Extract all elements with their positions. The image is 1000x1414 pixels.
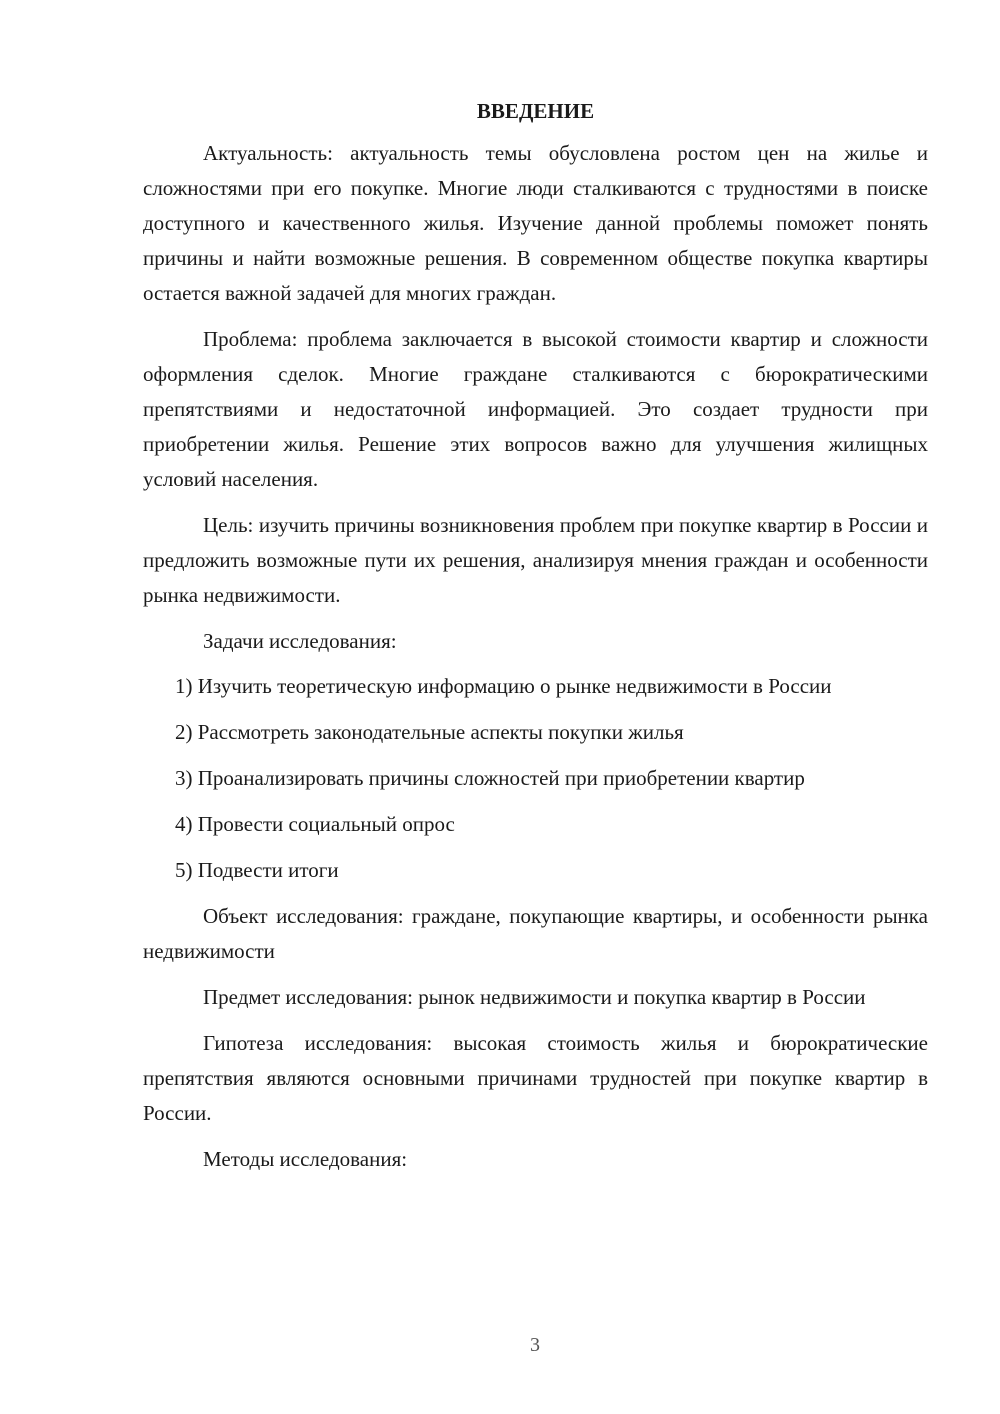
paragraph-goal: Цель: изучить причины возникновения проблем при покупке квартир в России и предложить возможные пути их решения, анализируя мнения граждан и особенности рынка недвижимости. bbox=[143, 513, 928, 607]
paragraph-subject: Предмет исследования: рынок недвижимости и покупка квартир в России bbox=[203, 985, 866, 1009]
paragraph-methods: Методы исследования: bbox=[203, 1147, 408, 1171]
page-title: ВВЕДЕНИЕ bbox=[476, 99, 595, 123]
tasks-heading: Задачи исследования: bbox=[203, 629, 397, 653]
list-item: 3) Проанализировать причины сложностей при приобретении квартир bbox=[175, 766, 805, 790]
document-page bbox=[143, 96, 928, 1188]
paragraph-relevance: Актуальность: актуальность темы обусловлена ростом цен на жилье и сложностями при его покупке. Многие люди сталкиваются с трудностями в поиске доступного и качественного жилья. Изучение данной проблемы поможет понять причины и найти возможные решения. В современном обществе покупка квартиры остается важной задачей для многих граждан. bbox=[143, 141, 928, 305]
page-number: 3 bbox=[530, 1334, 540, 1356]
paragraph-problem: Проблема: проблема заключается в высокой стоимости квартир и сложности оформления сделок. Многие граждане сталкиваются с бюрократическими препятствиями и недостаточной информацией. Это создает трудности при приобретении жилья. Решение этих вопросов важно для улучшения жилищных условий населения. bbox=[143, 327, 928, 491]
list-item: 2) Рассмотреть законодательные аспекты покупки жилья bbox=[175, 720, 684, 744]
paragraph-object: Объект исследования: граждане, покупающие квартиры, и особенности рынка недвижимости bbox=[143, 904, 928, 963]
list-item: 5) Подвести итоги bbox=[175, 858, 339, 882]
list-item: 1) Изучить теоретическую информацию о рынке недвижимости в России bbox=[175, 674, 832, 698]
list-item: 4) Провести социальный опрос bbox=[175, 812, 455, 836]
paragraph-hypothesis: Гипотеза исследования: высокая стоимость жилья и бюрократические препятствия являются основными причинами трудностей при покупке квартир в России. bbox=[143, 1031, 928, 1125]
